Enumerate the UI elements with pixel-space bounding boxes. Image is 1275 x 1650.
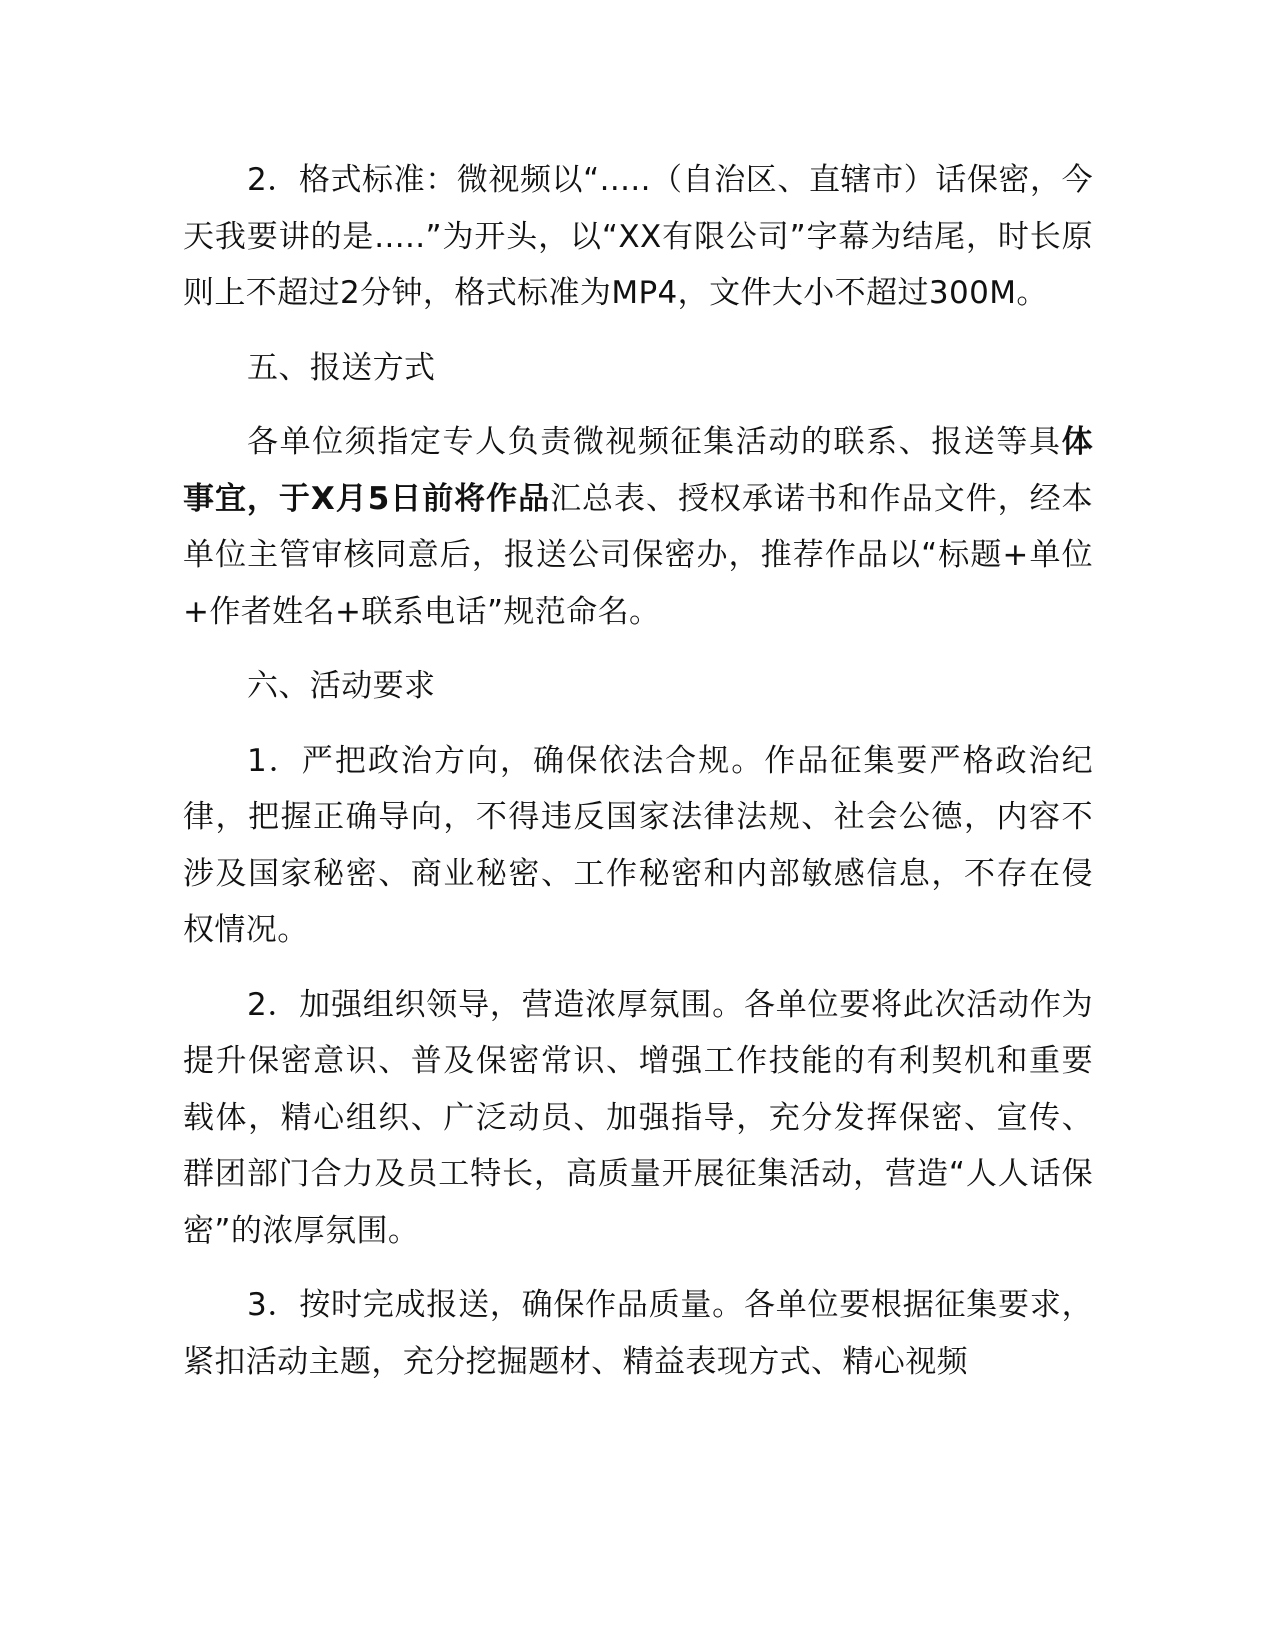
paragraph-submission-method [183, 414, 1093, 640]
paragraph-requirement-3: 3．按时完成报送，确保作品质量。各单位要根据征集要求，紧扣活动主题，充分挖掘题材、精益表现方式、精心视频 [183, 1287, 1093, 1380]
section-heading-activity-requirements: 六、活动要求 [247, 668, 436, 704]
paragraph-requirement-1: 1．严把政治方向，确保依法合规。作品征集要严格政治纪律，把握正确导向，不得违反国家法律法规、社会公德，内容不涉及国家秘密、商业秘密、工作秘密和内部敏感信息，不存在侵权情况。 [183, 742, 1093, 948]
paragraph-text-run: 汇总表、授权承诺书和作品文件，经本单位主管审核同意后，报送公司保密办，推荐作品以“标题+单位+作者姓名+联系电话”规范命名。 [183, 480, 1093, 630]
paragraph-bold-run: 体事宜，于X月5日前将作品 [183, 424, 1093, 517]
document-page [183, 152, 1093, 1408]
section-heading-submission-method: 五、报送方式 [247, 349, 436, 386]
paragraph-format-standard: 2．格式标准：微视频以“.....（自治区、直辖市）话保密，今天我要讲的是.....”为开头，以“XX有限公司”字幕为结尾，时长原则上不超过2分钟，格式标准为MP4，文件大小不超过300M。 [183, 162, 1093, 311]
paragraph-text-run: 各单位须指定专人负责微视频征集活动的联系、报送等具 [247, 424, 1062, 460]
paragraph-requirement-2: 2．加强组织领导，营造浓厚氛围。各单位要将此次活动作为提升保密意识、普及保密常识、增强工作技能的有利契机和重要载体，精心组织、广泛动员、加强指导，充分发挥保密、宣传、群团部门合力及员工特长，高质量开展征集活动，营造“人人话保密”的浓厚氛围。 [183, 986, 1093, 1249]
